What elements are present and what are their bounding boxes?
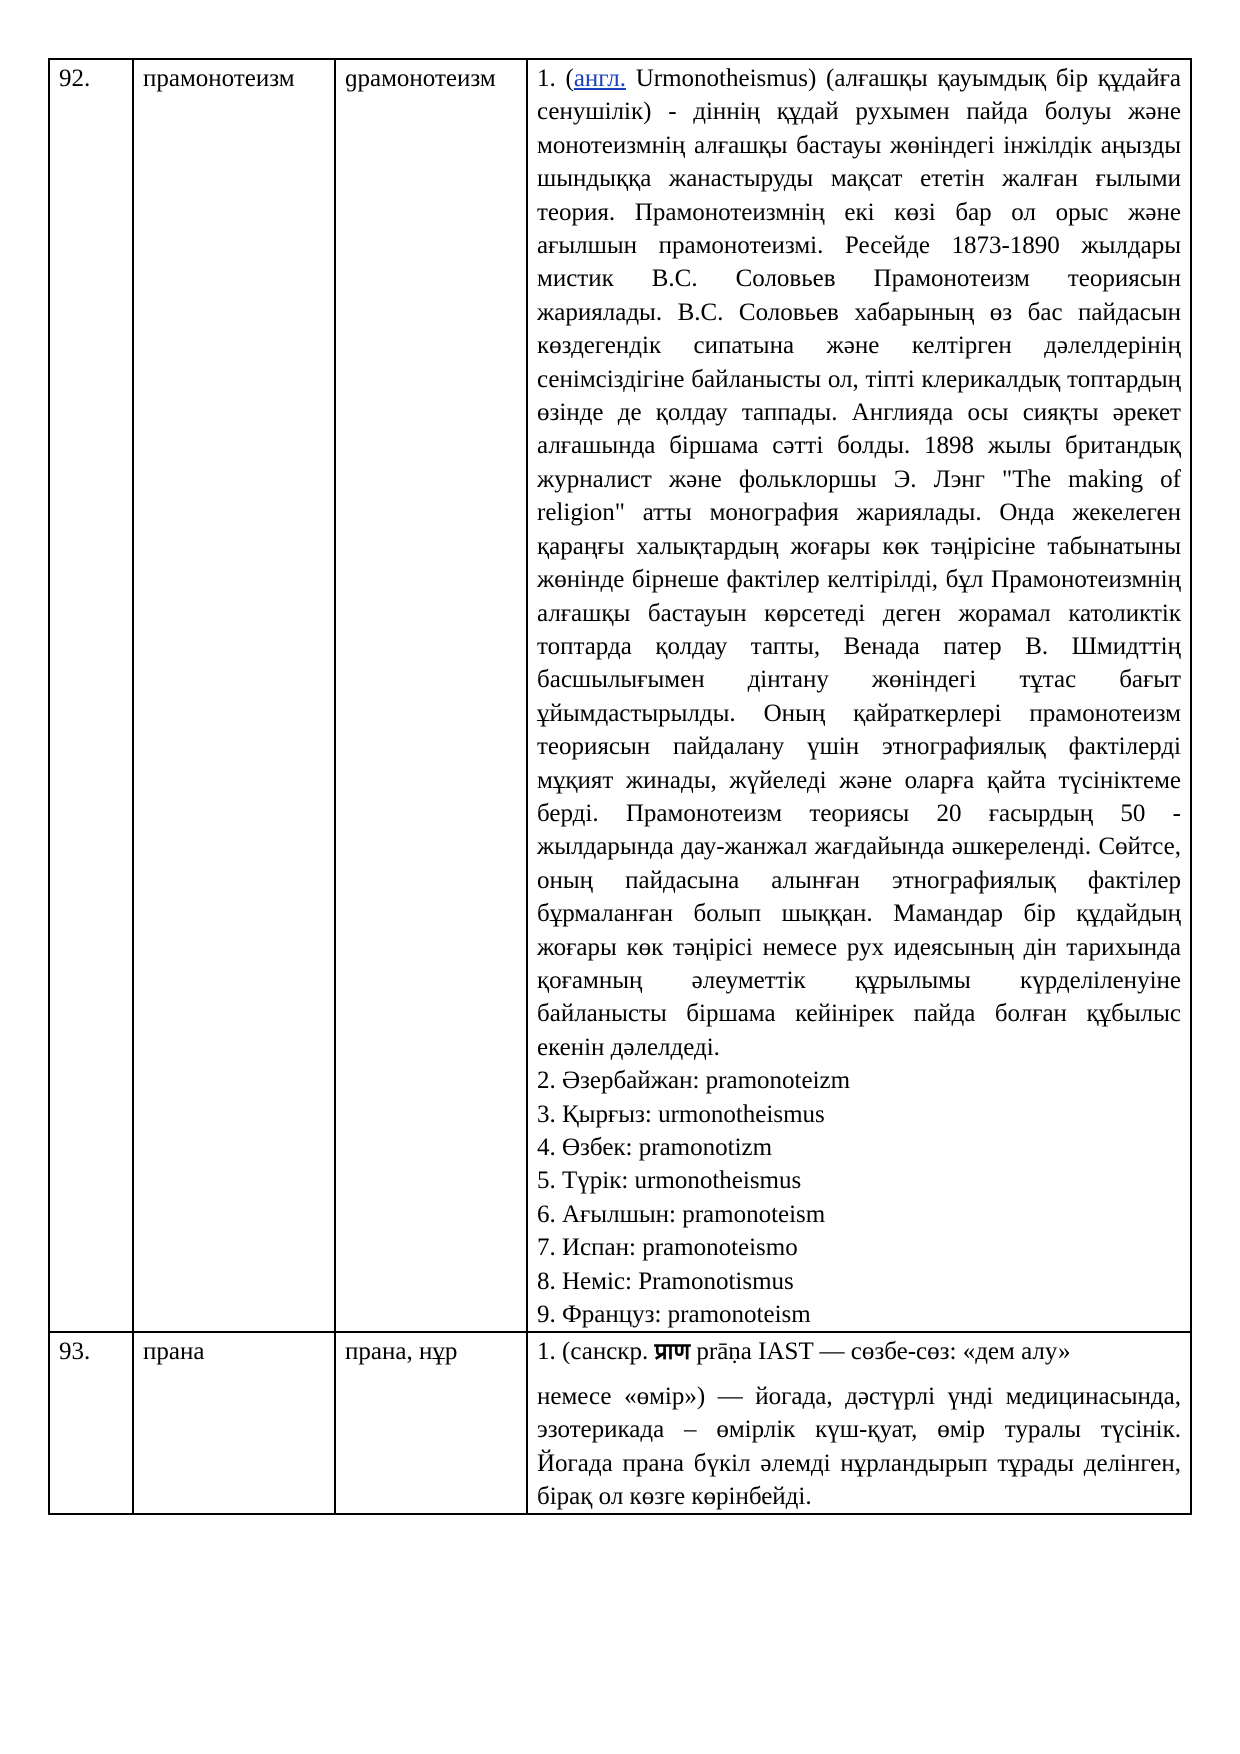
entry-number: 93. — [49, 1332, 133, 1514]
document-page — [48, 58, 1190, 1515]
entry-term: прамонотеизм — [133, 59, 335, 1332]
list-item: 8. Неміс: Pramonotismus — [537, 1267, 794, 1295]
definition-intro: 1. ( — [537, 65, 574, 92]
table-row — [49, 1332, 1191, 1514]
entry-definition — [527, 59, 1191, 1332]
list-item: 4. Өзбек: pramonotizm — [537, 1134, 773, 1161]
source-language-link[interactable]: англ. — [573, 65, 626, 92]
entry-definition — [527, 1332, 1191, 1514]
entry-term: прана — [133, 1332, 335, 1514]
definition-text — [537, 62, 1181, 1064]
list-item: 5. Түрік: urmonotheismus — [537, 1167, 802, 1195]
list-item: 9. Француз: pramonoteism — [537, 1301, 811, 1329]
definition-intro-cont: prāṇa IAST — сөзбе-сөз: «дем алу» — [690, 1338, 1071, 1366]
entry-number: 92. — [49, 59, 133, 1332]
list-item: 6. Ағылшын: pramonoteism — [537, 1200, 826, 1228]
entry-translation: прана, нұр — [335, 1332, 527, 1514]
definition-text — [537, 1335, 1181, 1369]
glossary-table — [48, 58, 1192, 1515]
table-row — [49, 59, 1191, 1332]
definition-body: Urmonotheismus) (алғашқы қауымдық бір құдайға сенушілік) - діннің құдай рухымен пайда болуы және монотеизмнің алғашқы бастауы жөніндегі інжілдік аңызды шындыққа жанастыруды мақсат ететін жалған ғылыми теория. Прамонотеизмнің екі көзі бар ол орыс және ағылшын прамонотеизмі. Ресейде 1873-1890 жылдары мистик В.С. Соловьев Прамонотеизм теориясын жариялады. В.С. Соловьев хабарының өз бас пайдасын көздегендік сипатына және келтірген дәлелдерінің сенімсіздігіне байланысты ол, тіпті клерикалдық топтардың өзінде де қолдау таппады. Англияда осы сияқты әрекет алғашында біршама сәтті болды. 1898 жылы британдық журналист және фольклоршы Э. Лэнг "The making of religion" атты монография жариялады. Онда жекелеген қараңғы халықтардың жоғары көк тәңірісіне табынатыны жөнінде бірнеше фактілер келтірілді, бұл Прамонотеизмнің алғашқы бастауын көрсетеді деген жорамал католиктік топтарда қолдау тапты, Венада патер В. Шмидттің басшылығымен дінтану жөніндегі тұтас бағыт ұйымдастырылды. Оның қайраткерлері прамонотеизм теориясын пайдалану үшін этнографиялық фактілерді мұқият жинады, жүйеледі және оларға қайта түсініктеме берді. Прамонотеизм теориясы 20 ғасырдың 50 - жылдарында дау-жанжал жағдайында әшкереленді. Сөйтсе, оның пайдасына алынған этнографиялық фактілер бұрмаланған болып шыққан. Мамандар бір құдайдың жоғары көк тәңірісі немесе рух идеясының дін тарихында қоғамның әлеуметтік құрылымы күрделіленуіне байланысты біршама кейінірек пайда болған құбылыс екенін дәлелдеді. — [537, 65, 1181, 1061]
list-item: 3. Қырғыз: urmonotheismus — [537, 1100, 825, 1128]
definition-intro: 1. (санскр. — [537, 1338, 655, 1366]
list-item: 7. Испан: pramonoteismo — [537, 1234, 798, 1262]
sanskrit-word: प्राण — [654, 1339, 691, 1366]
translations-list — [537, 1064, 1181, 1331]
definition-body: немесе «өмір») — йогада, дәстүрлі үнді медицинасында, эзотерикада – өмірлік күш-қуат, өмір туралы түсінік. Йогада прана бүкіл әлемді нұрландырып тұрады делінген, бірақ ол көзге көрінбейді. — [537, 1382, 1181, 1511]
list-item: 2. Әзербайжан: pramonoteizm — [537, 1067, 851, 1095]
entry-translation: ɡрамонотеизм — [335, 59, 527, 1332]
